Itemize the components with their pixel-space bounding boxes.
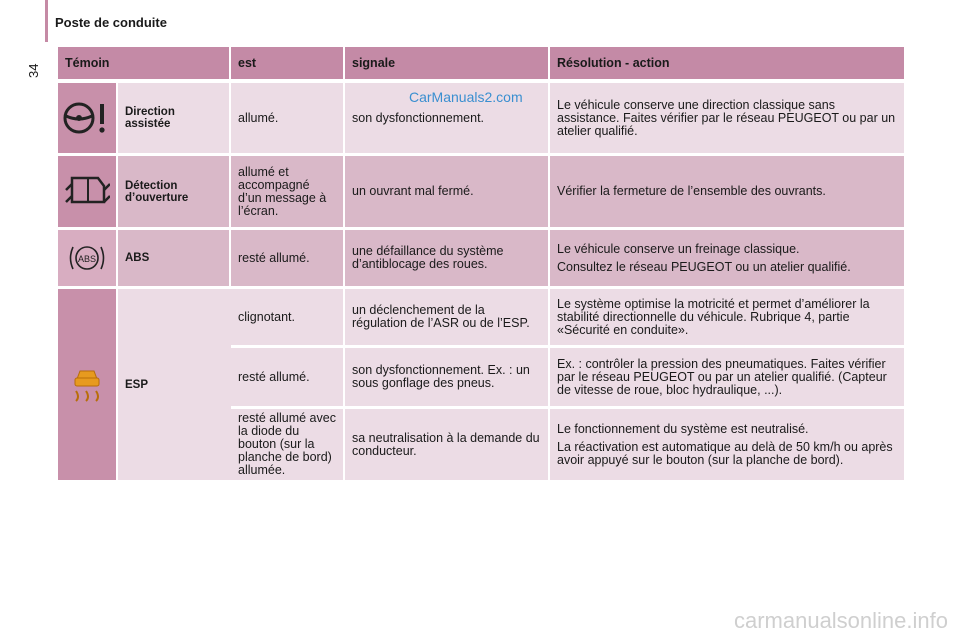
row-signal: son dysfonctionnement. Ex. : un sous gonflage des pneus. [345,348,550,409]
row-icon-cell [58,156,118,230]
row-state: resté allumé. [231,230,345,289]
left-accent-rule [45,0,48,42]
row-name: Direction assistée [118,83,231,156]
watermark-carmanualsonline: carmanualsonline.info [733,608,948,633]
row-state: resté allumé avec la diode du bouton (sur la planche de bord) allumée. [231,409,345,483]
row-state: clignotant. [231,289,345,348]
row-signal: sa neutralisation à la demande du conducteur. [345,409,550,483]
row-action: Le système optimise la motricité et permet d’améliorer la stabilité directionnelle du véhicule. Rubrique 4, partie «Sécurité en conduite». [550,289,904,348]
row-icon-cell [58,289,118,483]
row-name: ESP [118,289,231,483]
svg-text:ABS: ABS [77,254,97,264]
row-action: Ex. : contrôler la pression des pneumatiques. Faites vérifier par le réseau PEUGEOT ou par un atelier qualifié. (Capteur de vitesse de roue, bloc hydraulique, ...). [550,348,904,409]
row-state: resté allumé. [231,348,345,409]
table-header-row [58,47,904,83]
table-row [231,409,904,483]
row-action: Vérifier la fermeture de l’ensemble des ouvrants. [550,156,904,230]
section-title: Poste de conduite [55,15,167,30]
table-row [58,230,904,289]
row-signal: un ouvrant mal fermé. [345,156,550,230]
steering-warning-icon [61,100,113,136]
esp-row-group [58,289,904,483]
row-icon-cell [58,230,118,289]
row-state: allumé et accompagné d’un message à l’écran. [231,156,345,230]
row-action: Le véhicule conserve une direction classique sans assistance. Faites vérifier par le réseau PEUGEOT ou par un atelier qualifié. [550,83,904,156]
row-state: allumé. [231,83,345,156]
watermark-carmanuals2: CarManuals2.com [409,89,523,105]
row-signal: un déclenchement de la régulation de l’ASR ou de l’ESP. [345,289,550,348]
page-number: 34 [26,63,41,78]
row-action: Le fonctionnement du système est neutralisé. La réactivation est automatique au delà de 50 km/h ou après avoir appuyé sur le bouton (sur la planche de bord). [550,409,904,483]
table-row [58,156,904,230]
row-name: ABS [118,230,231,289]
header-est: est [231,47,345,83]
table-row [231,348,904,409]
header-temoin: Témoin [58,47,231,83]
abs-icon [67,241,107,275]
warning-lights-table [58,47,904,483]
row-icon-cell [58,83,118,156]
row-signal: son dysfonctionnement. [345,83,550,156]
row-action: Le véhicule conserve un freinage classique. Consultez le réseau PEUGEOT ou un atelier qualifié. [550,230,904,289]
row-signal: une défaillance du système d’antiblocage des roues. [345,230,550,289]
header-resolution: Résolution - action [550,47,904,83]
row-name: Détection d’ouverture [118,156,231,230]
table-row [231,289,904,348]
open-door-icon [64,172,110,212]
esp-skid-icon [70,367,104,403]
header-signale: signale [345,47,550,83]
